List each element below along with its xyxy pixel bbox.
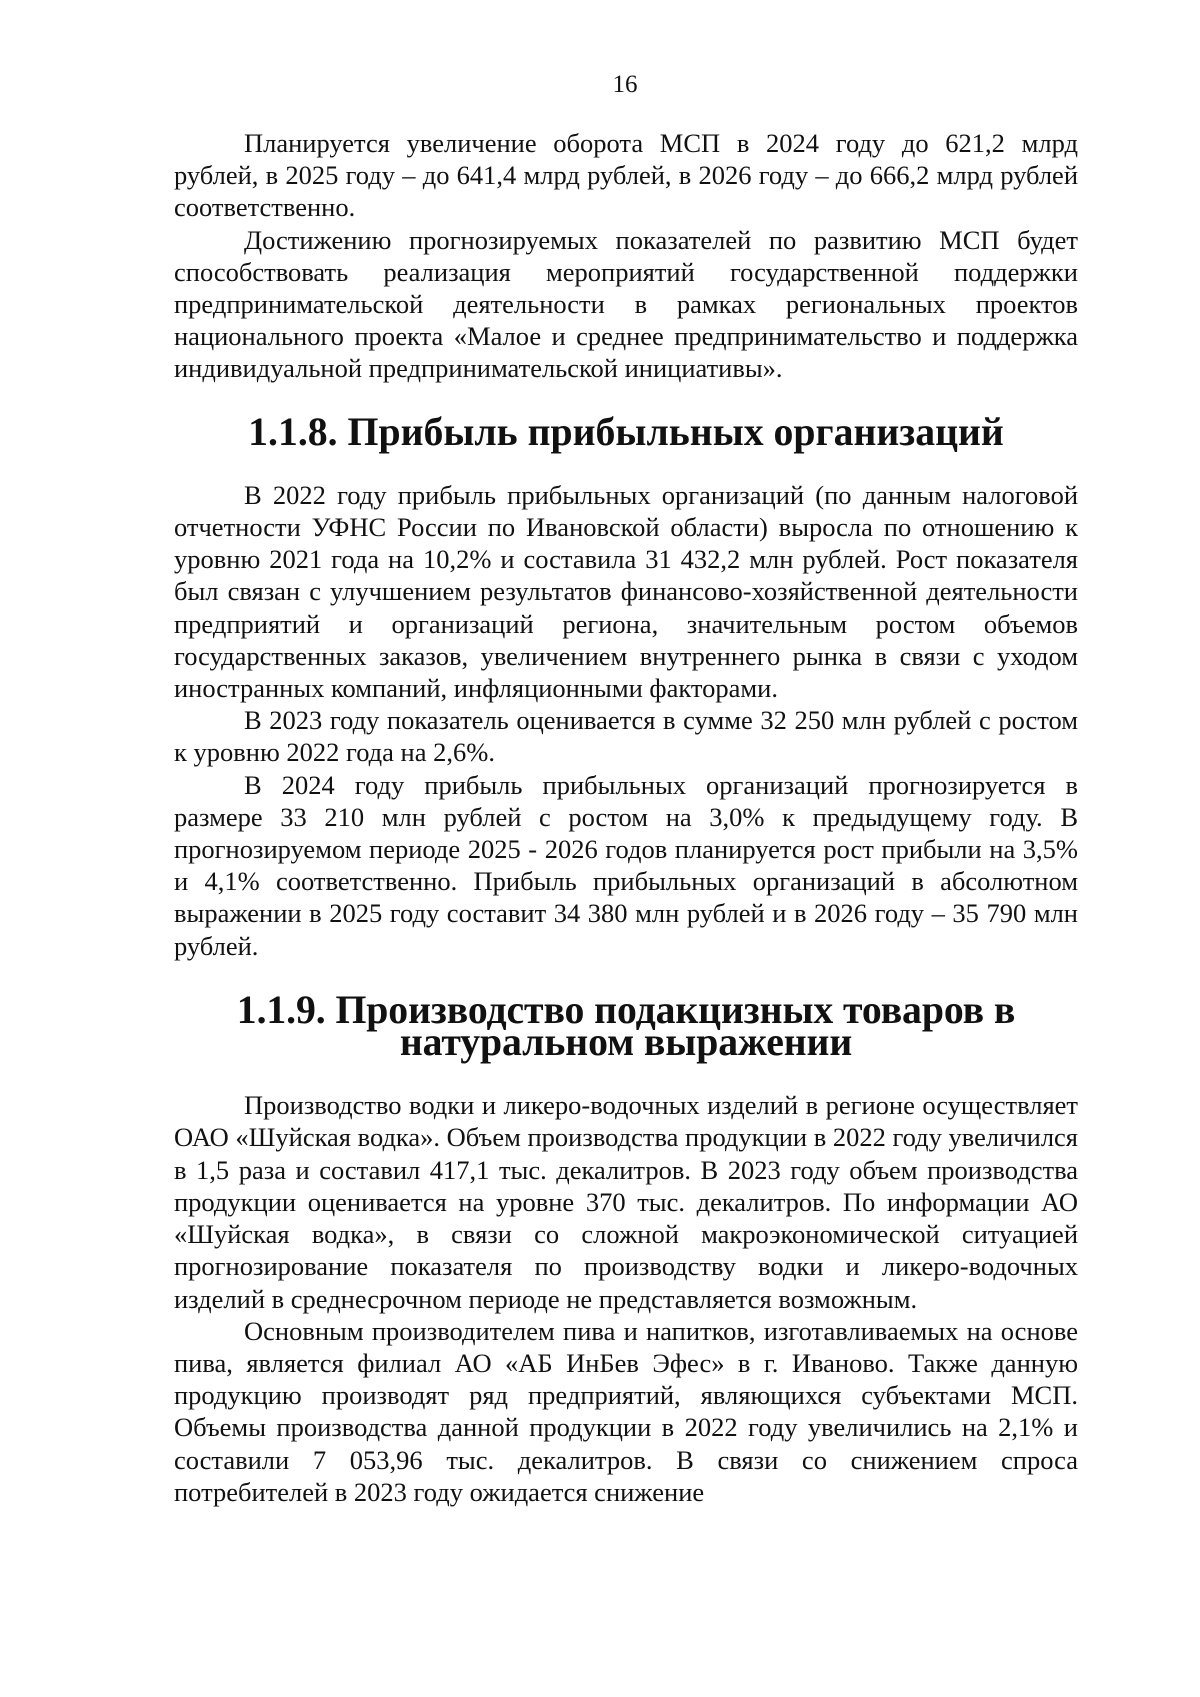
paragraph-profit-2023: В 2023 году показатель оценивается в сумме 32 250 млн рублей с ростом к уровню 2022 года на 2,6%. [174,705,1078,768]
paragraph-msp-turnover: Планируется увеличение оборота МСП в 2024 году до 621,2 млрд рублей, в 2025 году – до 641,4 млрд рублей, в 2026 году – до 666,2 млрд рублей соответственно. [174,128,1078,223]
paragraph-profit-forecast: В 2024 году прибыль прибыльных организаций прогнозируется в размере 33 210 млн рублей с ростом на 3,0% к предыдущему году. В прогнозируемом периоде 2025 - 2026 годов планируется рост прибыли на 3,5% и 4,1% соответственно. Прибыль прибыльных организаций в абсолютном выражении в 2025 году составит 34 380 млн рублей и в 2026 году – 35 790 млн рублей. [174,769,1078,961]
paragraph-profit-2022: В 2022 году прибыль прибыльных организаций (по данным налоговой отчетности УФНС России по Ивановской области) выросла по отношению к уровню 2021 года на 10,2% и составила 31 432,2 млн рублей. Рост показателя был связан с улучшением результатов финансово-хозяйственной деятельности предприятий и организаций региона, значительным ростом объемов государственных заказов, увеличением внутреннего рынка в связи с уходом иностранных компаний, инфляционными факторами. [174,479,1078,704]
paragraph-msp-support: Достижению прогнозируемых показателей по развитию МСП будет способствовать реализация мероприятий государственной поддержки предпринимательской деятельности в рамках региональных проектов национального проекта «Малое и среднее предпринимательство и поддержка индивидуальной предпринимательской инициативы». [174,224,1078,384]
paragraph-beer-production: Основным производителем пива и напитков, изготавливаемых на основе пива, является филиал АО «АБ ИнБев Эфес» в г. Иваново. Также данную продукцию производят ряд предприятий, являющихся субъектами МСП. Объемы производства данной продукции в 2022 году увеличились на 2,1% и составили 7 053,96 тыс. декалитров. В связи со снижением спроса потребителей в 2023 году ожидается снижение [174,1315,1078,1507]
page-number: 16 [612,71,638,98]
section-heading-excise-goods: 1.1.9. Производство подакцизных товаров в натуральном выражении [236,987,1016,1065]
section-heading-profit: 1.1.8. Прибыль прибыльных организаций [248,409,1004,454]
paragraph-vodka-production: Производство водки и ликеро-водочных изделий в регионе осуществляет ОАО «Шуйская водка». Объем производства продукции в 2022 году увеличился в 1,5 раза и составил 417,1 тыс. декалитров. В 2023 году объем производства продукции оценивается на уровне 370 тыс. декалитров. По информации АО «Шуйская водка», в связи со сложной макроэкономической ситуацией прогнозирование показателя по производству водки и ликеро-водочных изделий в среднесрочном периоде не представляется возможным. [174,1090,1078,1314]
document-body [174,127,1078,1508]
